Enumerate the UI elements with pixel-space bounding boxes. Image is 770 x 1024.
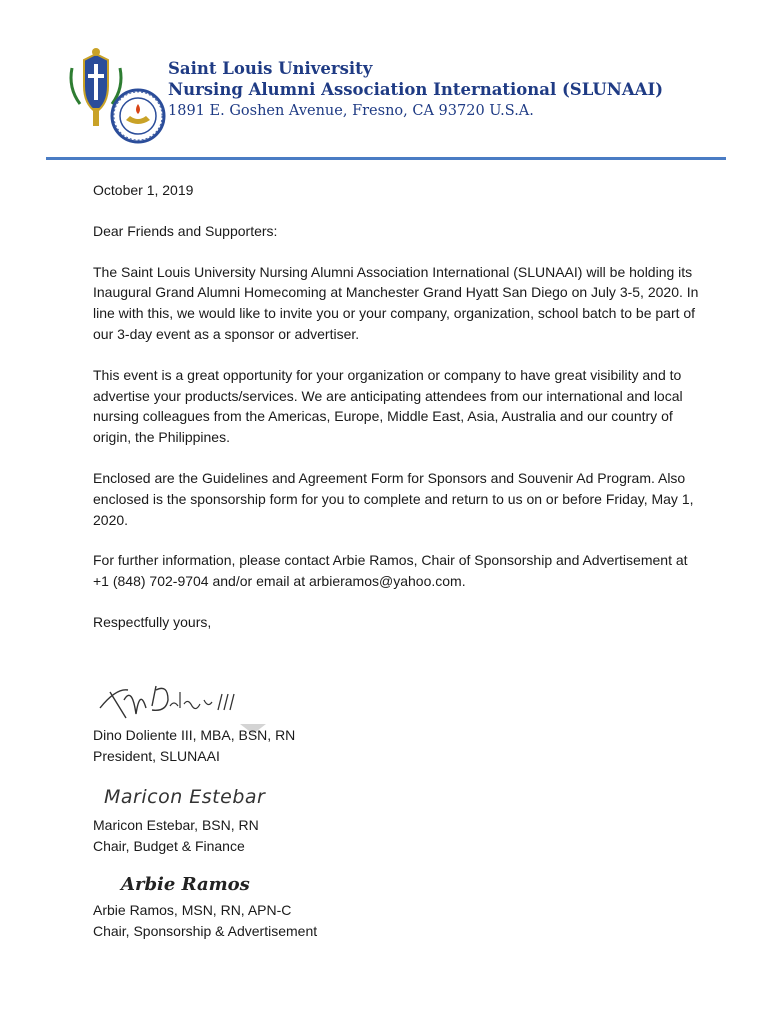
signatory-title: President, SLUNAAI	[93, 747, 220, 764]
signatory-title: Chair, Sponsorship & Advertisement	[93, 922, 318, 939]
letter-greeting: Dear Friends and Supporters:	[93, 222, 278, 239]
signature-doliente	[96, 678, 246, 724]
signature-estebar: Maricon Estebar	[104, 786, 266, 808]
paragraph-invitation: The Saint Louis University Nursing Alumni Association International (SLUNAAI) will be holding its Inaugural Grand Alumni Homecoming at Manchester Grand Hyatt San Diego on July 3-5, 2020. In line with this, we would like to invite you or your company, organization, school batch to be part of our 3-day event as a sponsor or advertiser.	[93, 263, 699, 342]
header-divider	[46, 157, 726, 160]
org-association-name: Nursing Alumni Association International (SLUNAAI)	[168, 80, 663, 99]
paragraph-enclosures: Enclosed are the Guidelines and Agreement Form for Sponsors and Souvenir Ad Program. Also enclosed is the sponsorship form for you to complete and return to us on or before Friday, May 1, 2020.	[93, 469, 694, 528]
paragraph-opportunity: This event is a great opportunity for your organization or company to have great visibility and to advertise your products/services. We are anticipating attendees from our international and local nursing colleagues from the Americas, Europe, Middle East, Asia, Australia and our country of origin, the Philippines.	[93, 366, 683, 446]
signatory-name: Dino Doliente III, MBA, BSN, RN	[93, 727, 296, 743]
signatory-name: Arbie Ramos, MSN, RN, APN-C	[93, 902, 292, 918]
signatory-estebar	[93, 815, 259, 857]
letterhead	[168, 58, 663, 122]
letter-body	[93, 180, 703, 633]
signatory-title: Chair, Budget & Finance	[93, 837, 245, 854]
org-address: 1891 E. Goshen Avenue, Fresno, CA 93720 U.S.A.	[168, 103, 534, 119]
letter-closing: Respectfully yours,	[93, 613, 212, 630]
signatory-doliente	[93, 725, 295, 767]
paragraph-contact: For further information, please contact Arbie Ramos, Chair of Sponsorship and Advertisement at +1 (848) 702-9704 and/or email at arbieramos@yahoo.com.	[93, 552, 688, 590]
signatory-name: Maricon Estebar, BSN, RN	[93, 817, 259, 833]
nursing-alumni-seal-icon	[112, 90, 164, 142]
org-name: Saint Louis University	[168, 59, 373, 78]
signatory-ramos	[93, 900, 317, 942]
letter-date: October 1, 2019	[93, 182, 194, 198]
letterhead-logos	[66, 46, 176, 146]
signature-ramos: Arbie Ramos	[121, 874, 250, 895]
